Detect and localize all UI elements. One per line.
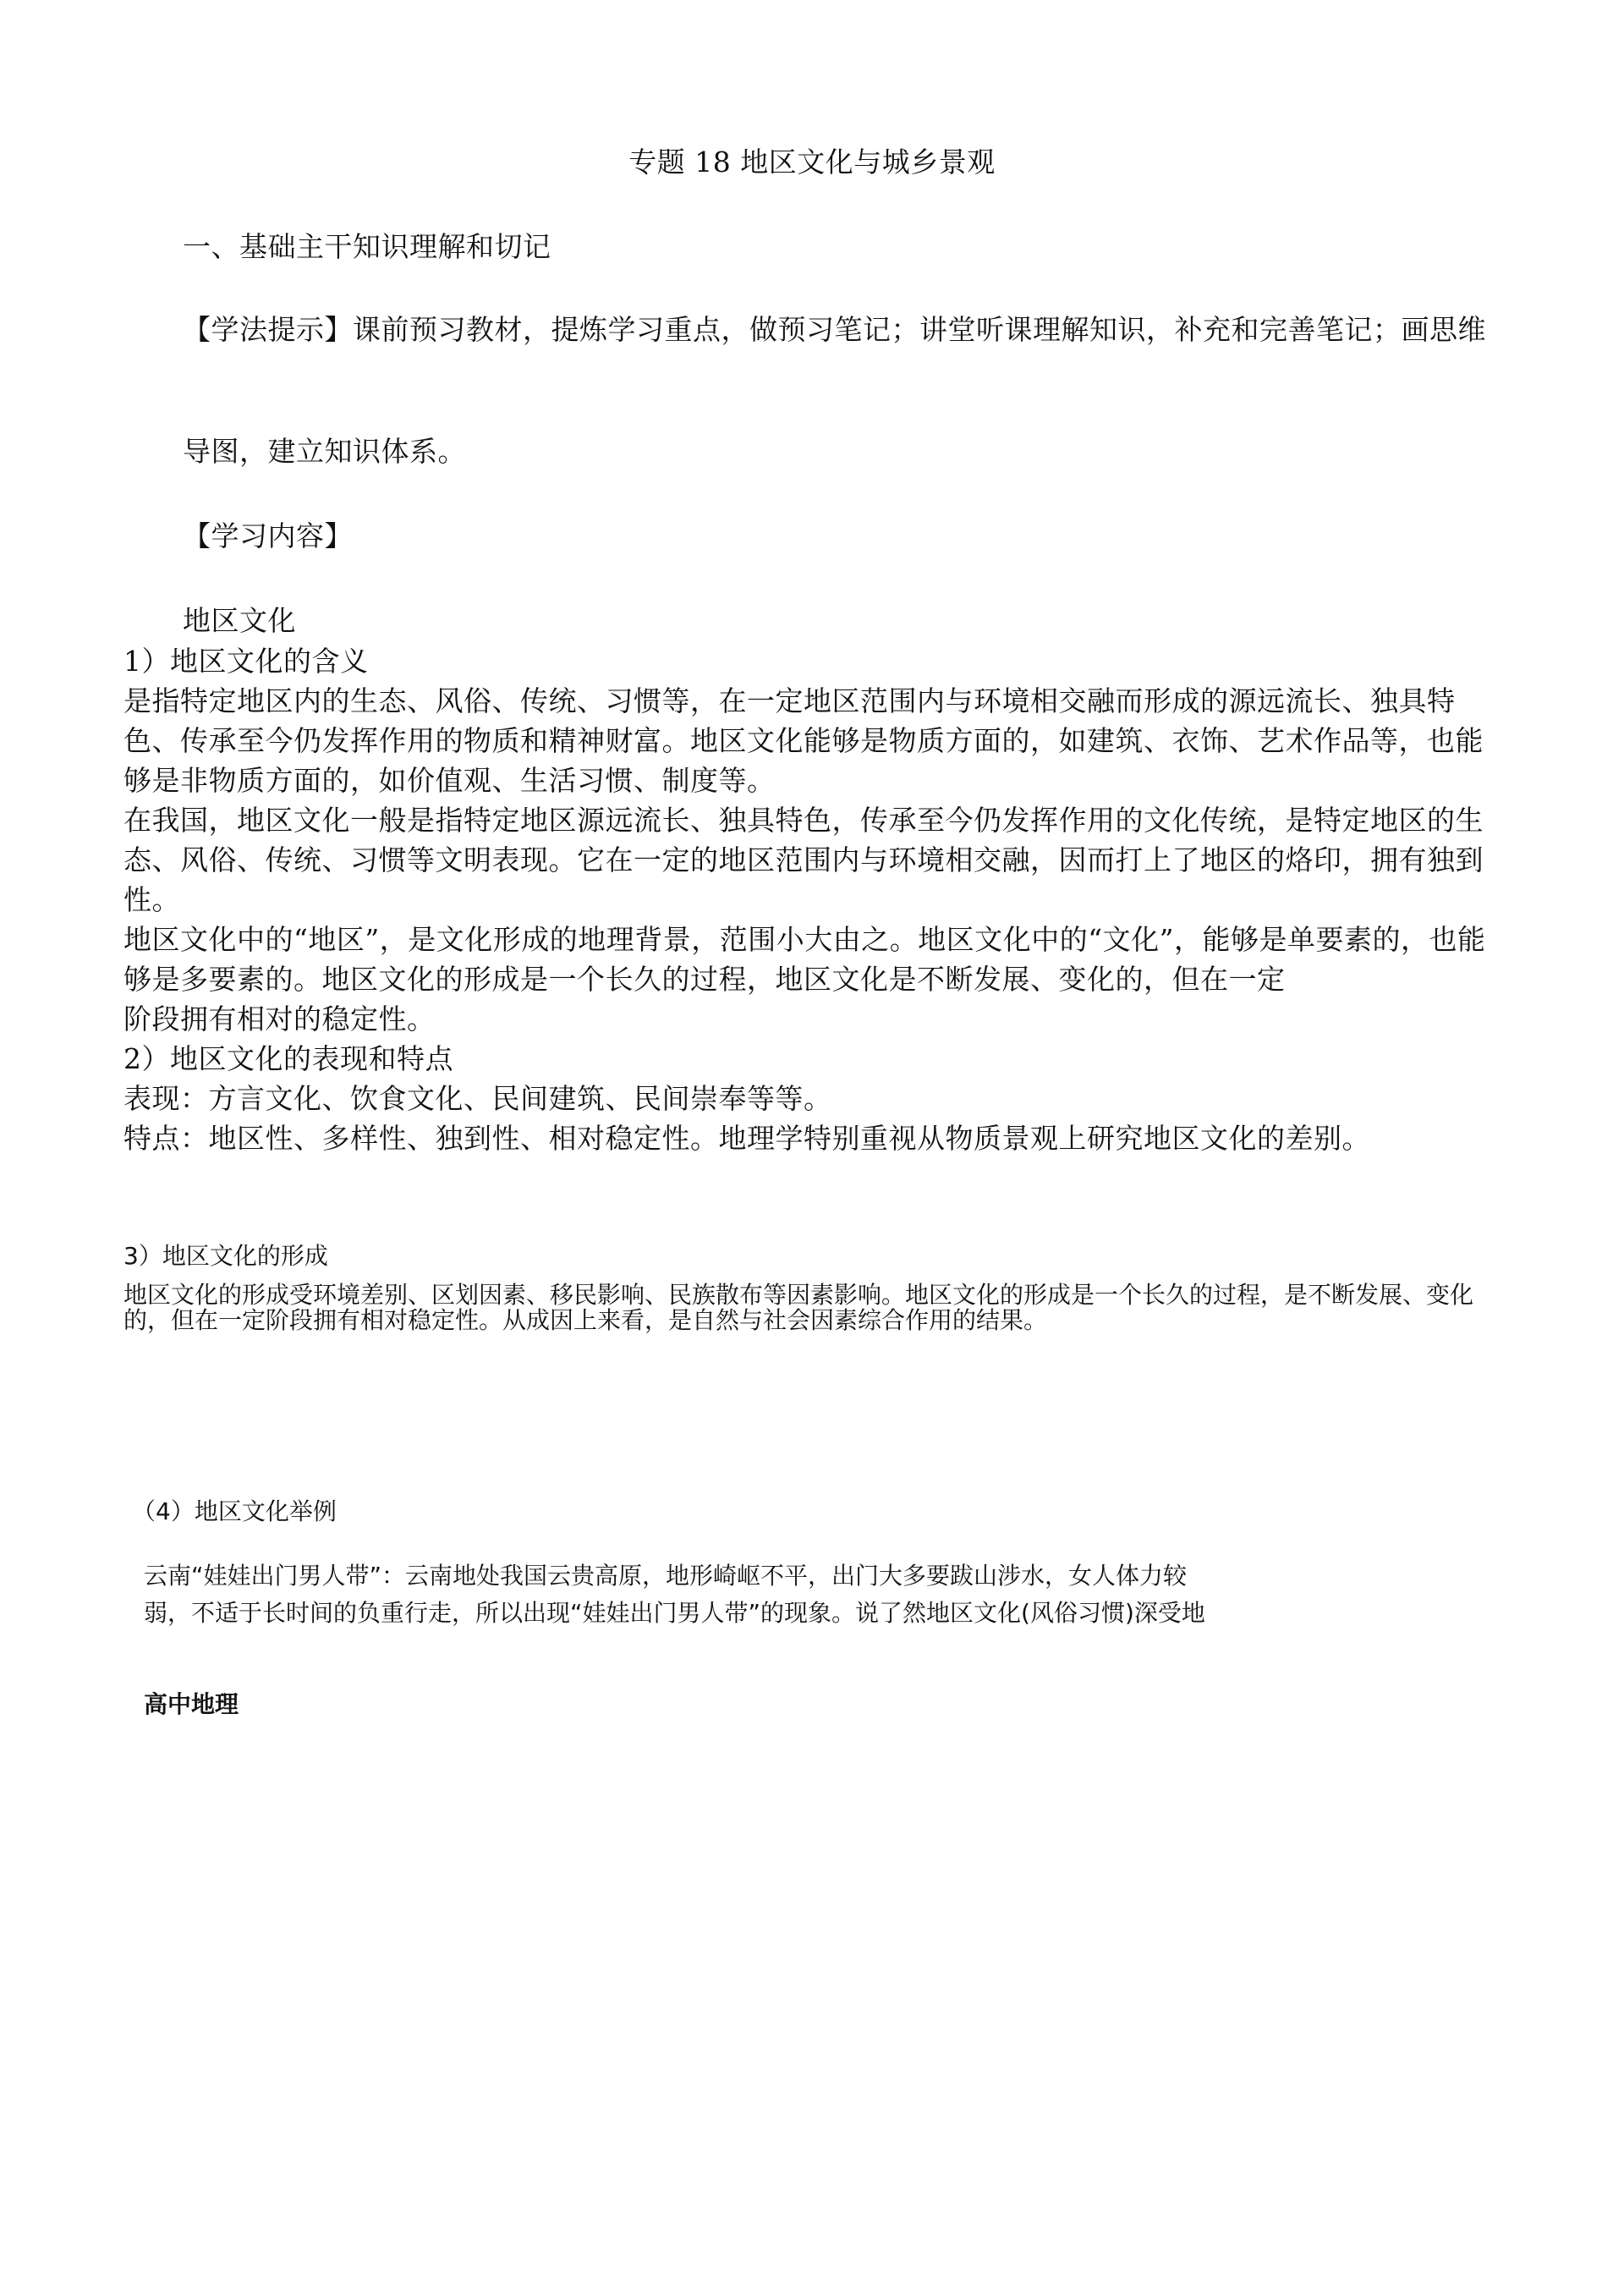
body-paragraph: 地区文化的形成受环境差别、区划因素、移民影响、民族散布等因素影响。地区文化的形成是一个长久的过程，是不断发展、变化的，但在一定阶段拥有相对稳定性。从成因上来看，是自然与社会因素综合作用的结果。 — [123, 1281, 1474, 1334]
body-paragraph: 地区文化中的“地区”，是文化形成的地理背景，范围小大由之。地区文化中的“文化”，能够是单要素的，也能够是多要素的。地区文化的形成是一个长久的过程，地区文化是不断发展、变化的，但在一定 — [123, 923, 1486, 996]
footer-label: 高中地理 — [144, 1690, 239, 1718]
sub-heading: 地区文化 — [183, 604, 296, 637]
section-heading: 一、基础主干知识理解和切记 — [183, 230, 551, 263]
subsection-heading: 1）地区文化的含义 — [123, 645, 369, 678]
body-paragraph: 阶段拥有相对的稳定性。 — [123, 1002, 436, 1035]
body-text-block — [123, 641, 1511, 1158]
example-line: 云南“娃娃出门男人带”：云南地处我国云贵高原，地形崎岖不平，出门大多要跋山涉水，女人体力较 — [144, 1562, 1188, 1590]
subsection-heading: （4）地区文化举例 — [132, 1497, 337, 1525]
study-tip-line: 导图，建立知识体系。 — [183, 435, 466, 468]
body-paragraph: 是指特定地区内的生态、风俗、传统、习惯等，在一定地区范围内与环境相交融而形成的源远流长、独具特色、传承至今仍发挥作用的物质和精神财富。地区文化能够是物质方面的，如建筑、衣饰、艺术作品等，也能够是非物质方面的，如价值观、生活习惯、制度等。 — [123, 684, 1484, 797]
study-tip-line: 【学法提示】课前预习教材，提炼学习重点，做预习笔记；讲堂听课理解知识，补充和完善笔记；画思维 — [183, 313, 1486, 346]
example-line: 弱，不适于长时间的负重行走，所以出现“娃娃出门男人带”的现象。说了然地区文化(风俗习惯)深受地 — [144, 1599, 1205, 1627]
subsection-heading: 2）地区文化的表现和特点 — [123, 1042, 453, 1075]
subsection-heading: 3）地区文化的形成 — [123, 1242, 328, 1270]
document-title: 专题 18 地区文化与城乡景观 — [628, 146, 996, 179]
content-heading: 【学习内容】 — [183, 519, 353, 552]
body-paragraph: 表现：方言文化、饮食文化、民间建筑、民间崇奉等等。 — [123, 1082, 832, 1115]
body-paragraph: 特点：地区性、多样性、独到性、相对稳定性。地理学特别重视从物质景观上研究地区文化的差别。 — [123, 1122, 1370, 1155]
body-paragraph: 在我国，地区文化一般是指特定地区源远流长、独具特色，传承至今仍发挥作用的文化传统，是特定地区的生态、风俗、传统、习惯等文明表现。它在一定的地区范围内与环境相交融，因而打上了地区的烙印，拥有独到性。 — [123, 804, 1484, 916]
